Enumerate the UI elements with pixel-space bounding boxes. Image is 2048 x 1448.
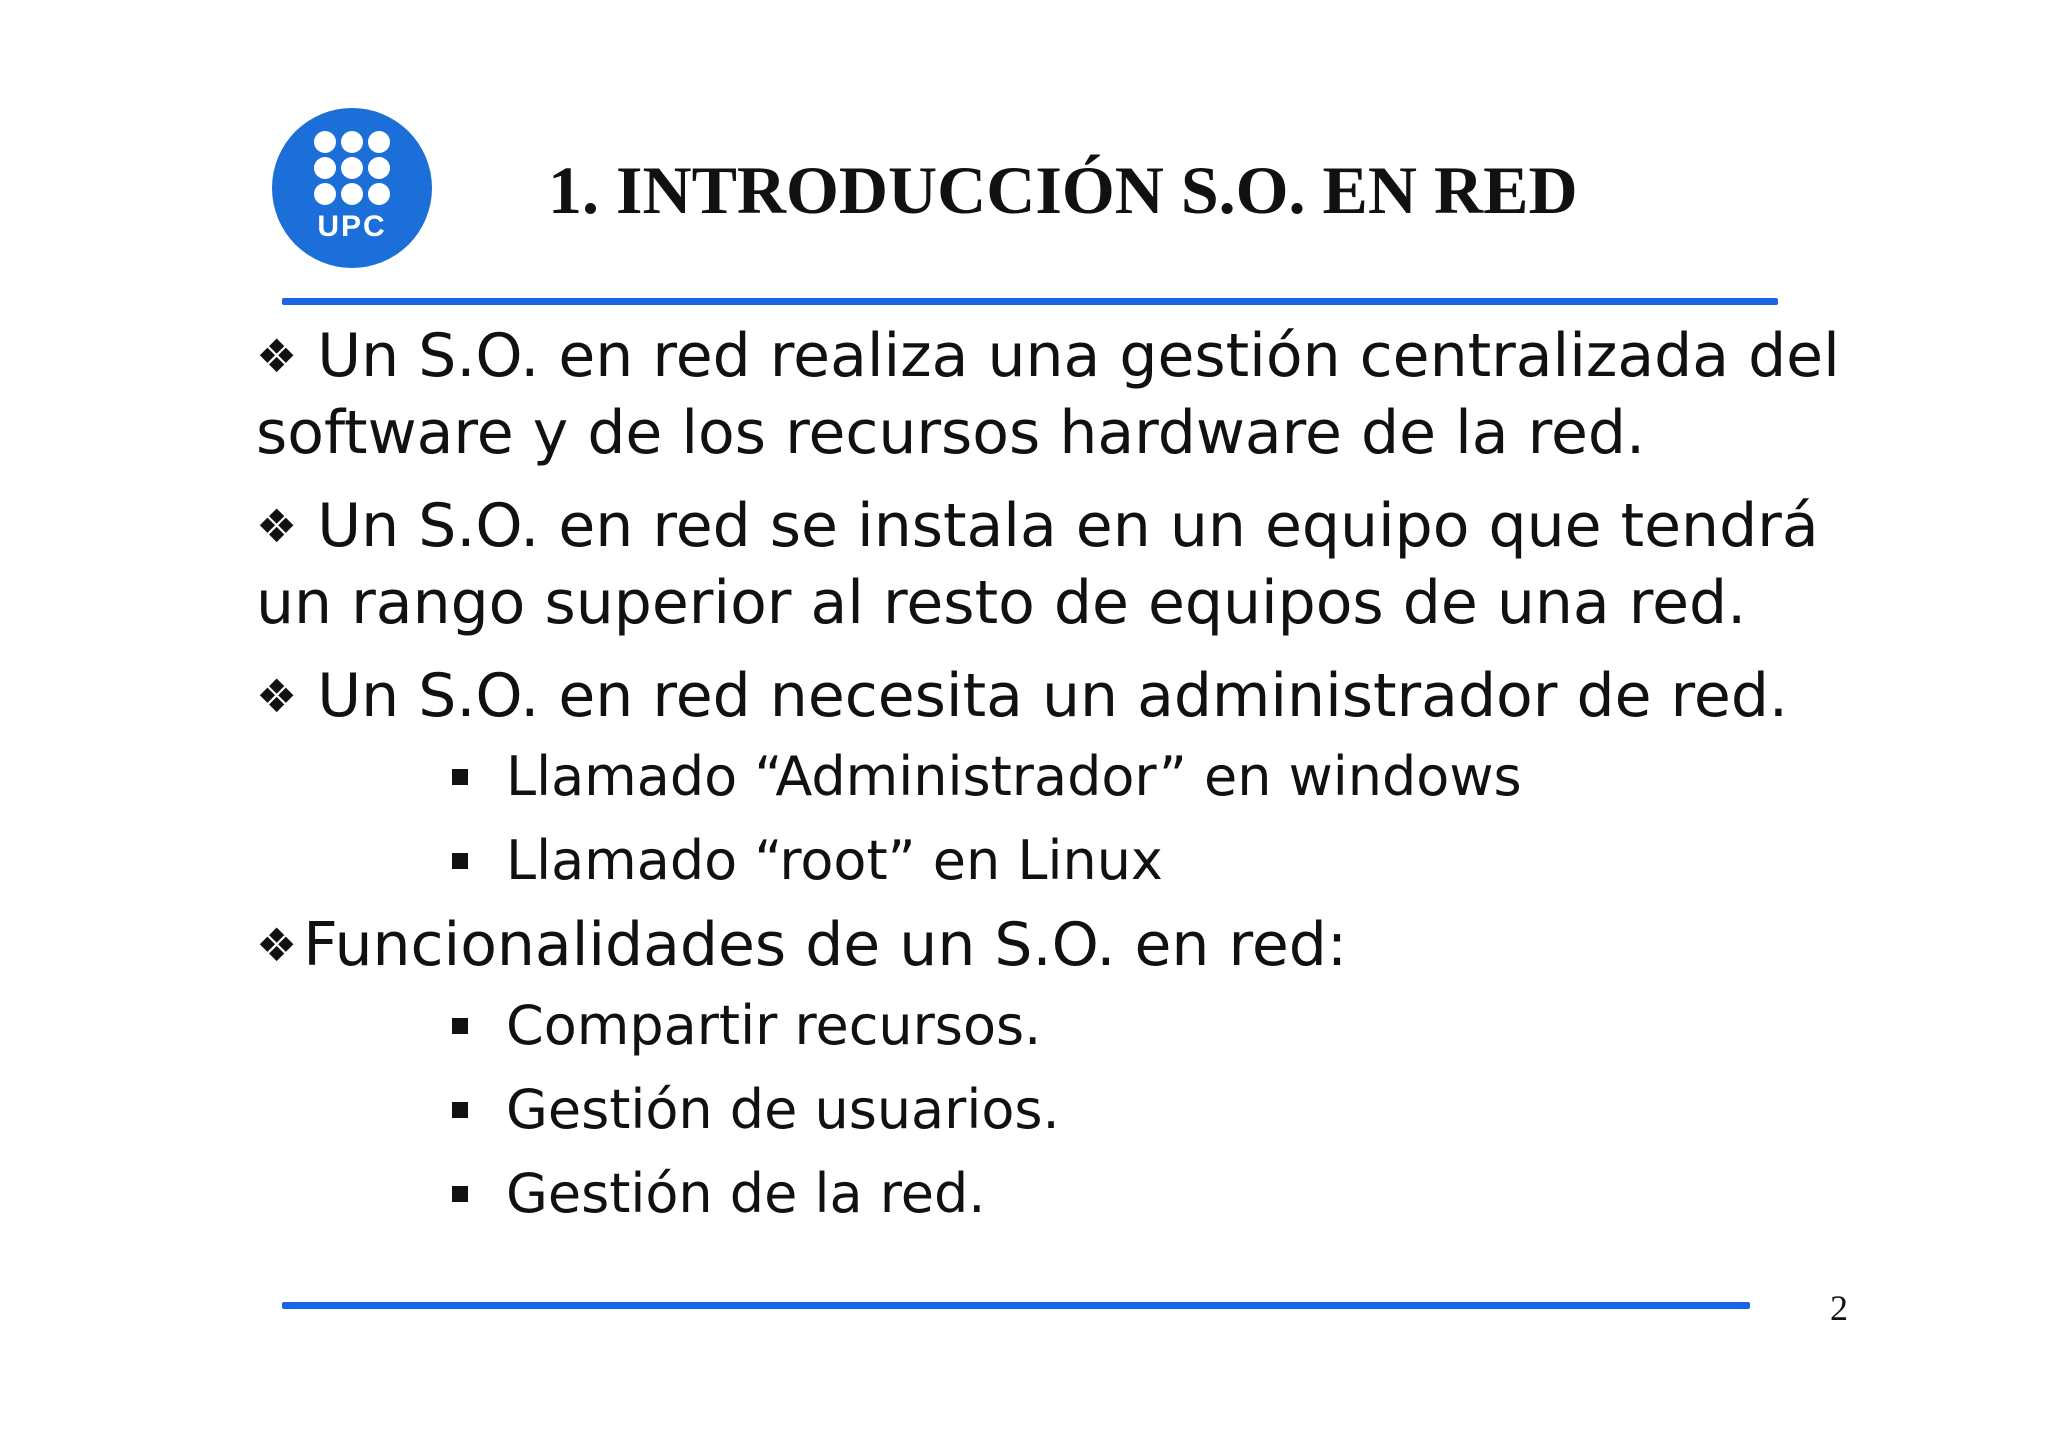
- sub-item: [256, 1152, 1856, 1236]
- bullet-item: [256, 488, 1856, 642]
- sub-item-text: Gestión de la red.: [506, 1162, 986, 1225]
- bullet-text: Un S.O. en red necesita un administrador de red.: [317, 661, 1788, 731]
- diamond-bullet-icon: ❖: [256, 669, 298, 723]
- page-number: 2: [1830, 1288, 1848, 1328]
- sub-item-text: Llamado “root” en Linux: [506, 829, 1163, 892]
- diamond-bullet-icon: ❖: [256, 329, 298, 383]
- sub-item-text: Compartir recursos.: [506, 994, 1042, 1057]
- diamond-bullet-icon: ❖: [256, 499, 298, 553]
- bullet-text: Funcionalidades de un S.O. en red:: [303, 910, 1348, 980]
- square-bullet-icon: [452, 853, 468, 869]
- slide-body: [256, 318, 1856, 1240]
- logo-text: UPC: [317, 210, 387, 243]
- bullet-text: Un S.O. en red se instala en un equipo que tendrá un rango superior al resto de equipos de una red.: [256, 491, 1819, 638]
- diamond-bullet-icon: ❖: [256, 918, 298, 972]
- bottom-divider: [282, 1302, 1750, 1309]
- bullet-item: [256, 907, 1856, 984]
- sub-item-text: Llamado “Administrador” en windows: [506, 745, 1522, 808]
- upc-logo: [270, 106, 434, 270]
- bullet-text: Un S.O. en red realiza una gestión centralizada del software y de los recursos hardware de la red.: [256, 321, 1840, 468]
- sub-list: [256, 735, 1856, 903]
- sub-item-text: Gestión de usuarios.: [506, 1078, 1060, 1141]
- sub-item: [256, 984, 1856, 1068]
- slide-title: 1. INTRODUCCIÓN S.O. EN RED: [548, 152, 1578, 228]
- sub-item: [256, 819, 1856, 903]
- square-bullet-icon: [452, 1018, 468, 1034]
- sub-item: [256, 1068, 1856, 1152]
- top-divider: [282, 298, 1778, 305]
- bullet-item: [256, 658, 1856, 735]
- square-bullet-icon: [452, 769, 468, 785]
- sub-item: [256, 735, 1856, 819]
- square-bullet-icon: [452, 1186, 468, 1202]
- sub-list: [256, 984, 1856, 1236]
- bullet-item: [256, 318, 1856, 472]
- square-bullet-icon: [452, 1102, 468, 1118]
